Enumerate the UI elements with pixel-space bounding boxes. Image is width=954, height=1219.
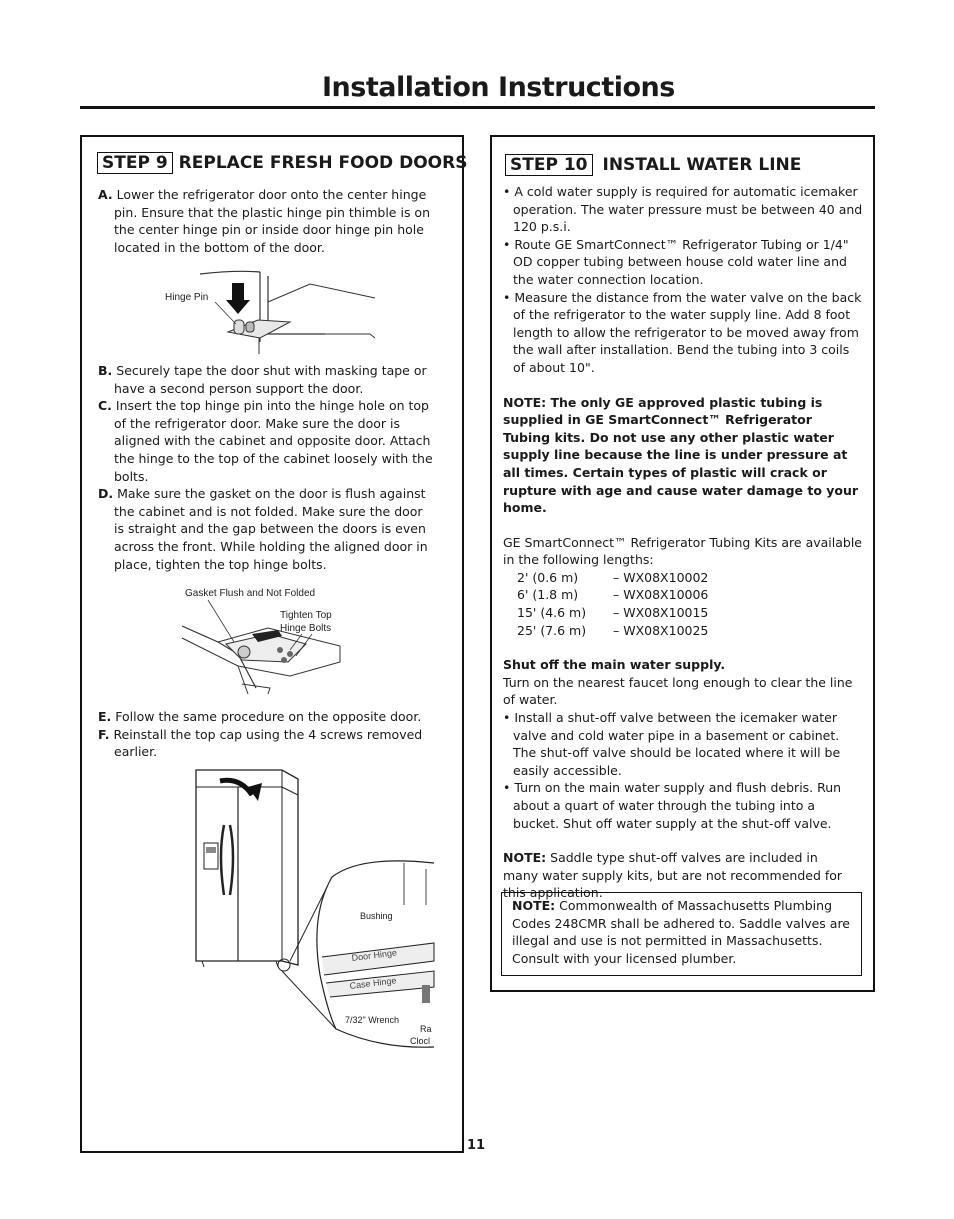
step9-heading	[97, 152, 467, 174]
note-text: Commonwealth of Massachusetts Plumbing Codes 248CMR shall be adhered to. Saddle valves are illegal and use is not permitted in Massachusetts. Consult with your licensed plumber.	[512, 898, 850, 966]
item-text: Lower the refrigerator door onto the center hinge pin. Ensure that the plastic hinge pin thimble is on the center hinge pin or inside door hinge pin hole located in the bottom of the door.	[114, 187, 430, 255]
item-letter: F.	[98, 726, 110, 742]
kits-table	[517, 569, 708, 639]
step9-item-a	[98, 186, 434, 256]
kit-part: – WX08X10002	[613, 569, 709, 585]
step10-tag: STEP 10	[505, 154, 593, 176]
step9-item-d	[98, 485, 436, 573]
gasket-figure	[178, 584, 348, 699]
step9-items-a	[98, 186, 434, 256]
bolts-label-2: Hinge Bolts	[280, 623, 332, 634]
hinge-pin-figure	[160, 262, 385, 357]
refrigerator-figure	[190, 765, 435, 1050]
kit-row	[517, 569, 708, 587]
item-text: Make sure the gasket on the door is flush against the cabinet and is not folded. Make sure the door is straight and the gap between the doors is even across the front. While holding the aligned door in place, tighten the top hinge bolts.	[114, 486, 428, 572]
bolts-label-1: Tighten Top	[280, 610, 332, 621]
arrow-down-icon	[226, 283, 250, 314]
step9-item-c	[98, 397, 436, 485]
page-title: Installation Instructions	[322, 72, 675, 103]
item-letter: D.	[98, 486, 114, 502]
note-text: Saddle type shut-off valves are included in many water supply kits, but are not recommended for this application.	[503, 850, 843, 901]
kits-intro: GE SmartConnect™ Refrigerator Tubing Kits are available in the following lengths:	[503, 534, 863, 568]
item-text: Securely tape the door shut with masking tape or have a second person support the door.	[114, 363, 427, 396]
bullet-text: Install a shut-off valve between the icemaker water valve and cold water pipe in a basement or cabinet. The shut-off valve should be located where it will be easily accessible.	[513, 710, 841, 778]
item-letter: C.	[98, 398, 112, 414]
step9-title: REPLACE FRESH FOOD DOORS	[178, 153, 468, 173]
step9-tag: STEP 9	[97, 152, 173, 174]
step9-items-ef	[98, 708, 436, 761]
item-text: Insert the top hinge pin into the hinge hole on top of the refrigerator door. Make sure the door is aligned with the cabinet and opposite door. Attach the hinge to the top of the cabinet loosely with the bolts.	[114, 398, 433, 484]
step10-heading	[505, 154, 801, 176]
bushing-label: Bushing	[360, 911, 393, 921]
hinge-pin-shape	[234, 320, 244, 334]
note-label: NOTE:	[503, 850, 547, 866]
wrench-label: 7/32" Wrench	[345, 1015, 400, 1025]
page-number: 11	[467, 1138, 486, 1153]
approved-tubing-note: NOTE: The only GE approved plastic tubing is supplied in GE SmartConnect™ Refrigerator Tubing kits. Do not use any other plastic water supply line because the line is under pressure at all times. Certain types of plastic will crack or rupture with age and cause water damage to your home.	[503, 394, 859, 516]
water-bullet: • A cold water supply is required for automatic icemaker operation. The water pressure must be between 40 and 120 p.s.i.	[503, 184, 863, 235]
raise-label: Ra	[420, 1024, 432, 1034]
bullet-text: A cold water supply is required for automatic icemaker operation. The water pressure must be between 40 and 120 p.s.i.	[513, 184, 863, 235]
note-label: NOTE:	[512, 898, 556, 913]
water-bullet: • Install a shut-off valve between the icemaker water valve and cold water pipe in a basement or cabinet. The shut-off valve should be located where it will be easily accessible.	[503, 710, 841, 778]
kit-part: – WX08X10006	[613, 587, 709, 603]
hinge-pin-label: Hinge Pin	[165, 292, 209, 303]
bullet-text: Route GE SmartConnect™ Refrigerator Tubing or 1/4" OD copper tubing between house cold water line and the water connection location.	[513, 236, 849, 287]
door-hinge-label: Door Hinge	[351, 947, 398, 963]
case-hinge-label: Case Hinge	[349, 975, 397, 991]
step9-item-e	[98, 708, 436, 726]
kit-length: 25' (7.6 m)	[517, 622, 587, 638]
title-divider	[80, 106, 875, 109]
item-text: Reinstall the top cap using the 4 screws removed earlier.	[113, 726, 423, 760]
gasket-label: Gasket Flush and Not Folded	[185, 588, 316, 599]
water-bullet: • Turn on the main water supply and flush debris. Run about a quart of water through the tubing into a bucket. Shut off water supply at the shut-off valve.	[503, 780, 842, 831]
kit-row	[517, 622, 708, 640]
kit-length: 15' (4.6 m)	[517, 605, 587, 621]
kit-length: 2' (0.6 m)	[517, 569, 579, 585]
kit-row	[517, 604, 708, 622]
kit-length: 6' (1.8 m)	[517, 587, 579, 603]
shutoff-text: Turn on the nearest faucet long enough to clear the line of water.	[503, 674, 853, 708]
item-letter: A.	[98, 187, 113, 202]
shutoff-heading: Shut off the main water supply.	[503, 657, 726, 673]
step10-title: INSTALL WATER LINE	[602, 155, 802, 175]
bullet-text: Turn on the main water supply and flush debris. Run about a quart of water through the tubing into a bucket. Shut off water supply at the shut-off valve.	[513, 780, 842, 831]
step9-item-f	[98, 726, 436, 761]
step9-item-b	[98, 362, 436, 397]
item-text: Follow the same procedure on the opposite door.	[115, 709, 422, 724]
kit-row	[517, 586, 708, 604]
step10-body	[503, 183, 863, 902]
kit-part: – WX08X10025	[613, 622, 709, 638]
item-letter: E.	[98, 709, 112, 724]
water-bullet: • Measure the distance from the water valve on the back of the refrigerator to the water supply line. Add 8 foot length to allow the refrigerator to be moved away from the wall after installation. Bend the tubing into 3 coils of about 10".	[503, 289, 862, 375]
bullet-text: Measure the distance from the water valve on the back of the refrigerator to the water supply line. Add 8 foot length to allow the refrigerator to be moved away from the wall after installation. Bend the tubing into 3 coils of about 10".	[513, 289, 862, 375]
clock-label: Clocl	[410, 1036, 431, 1046]
item-letter: B.	[98, 363, 113, 378]
kit-part: – WX08X10015	[613, 605, 709, 621]
water-bullet: • Route GE SmartConnect™ Refrigerator Tubing or 1/4" OD copper tubing between house cold water line and the water connection location.	[503, 236, 849, 287]
step9-items-bcd	[98, 362, 436, 573]
massachusetts-note-box	[501, 892, 862, 976]
